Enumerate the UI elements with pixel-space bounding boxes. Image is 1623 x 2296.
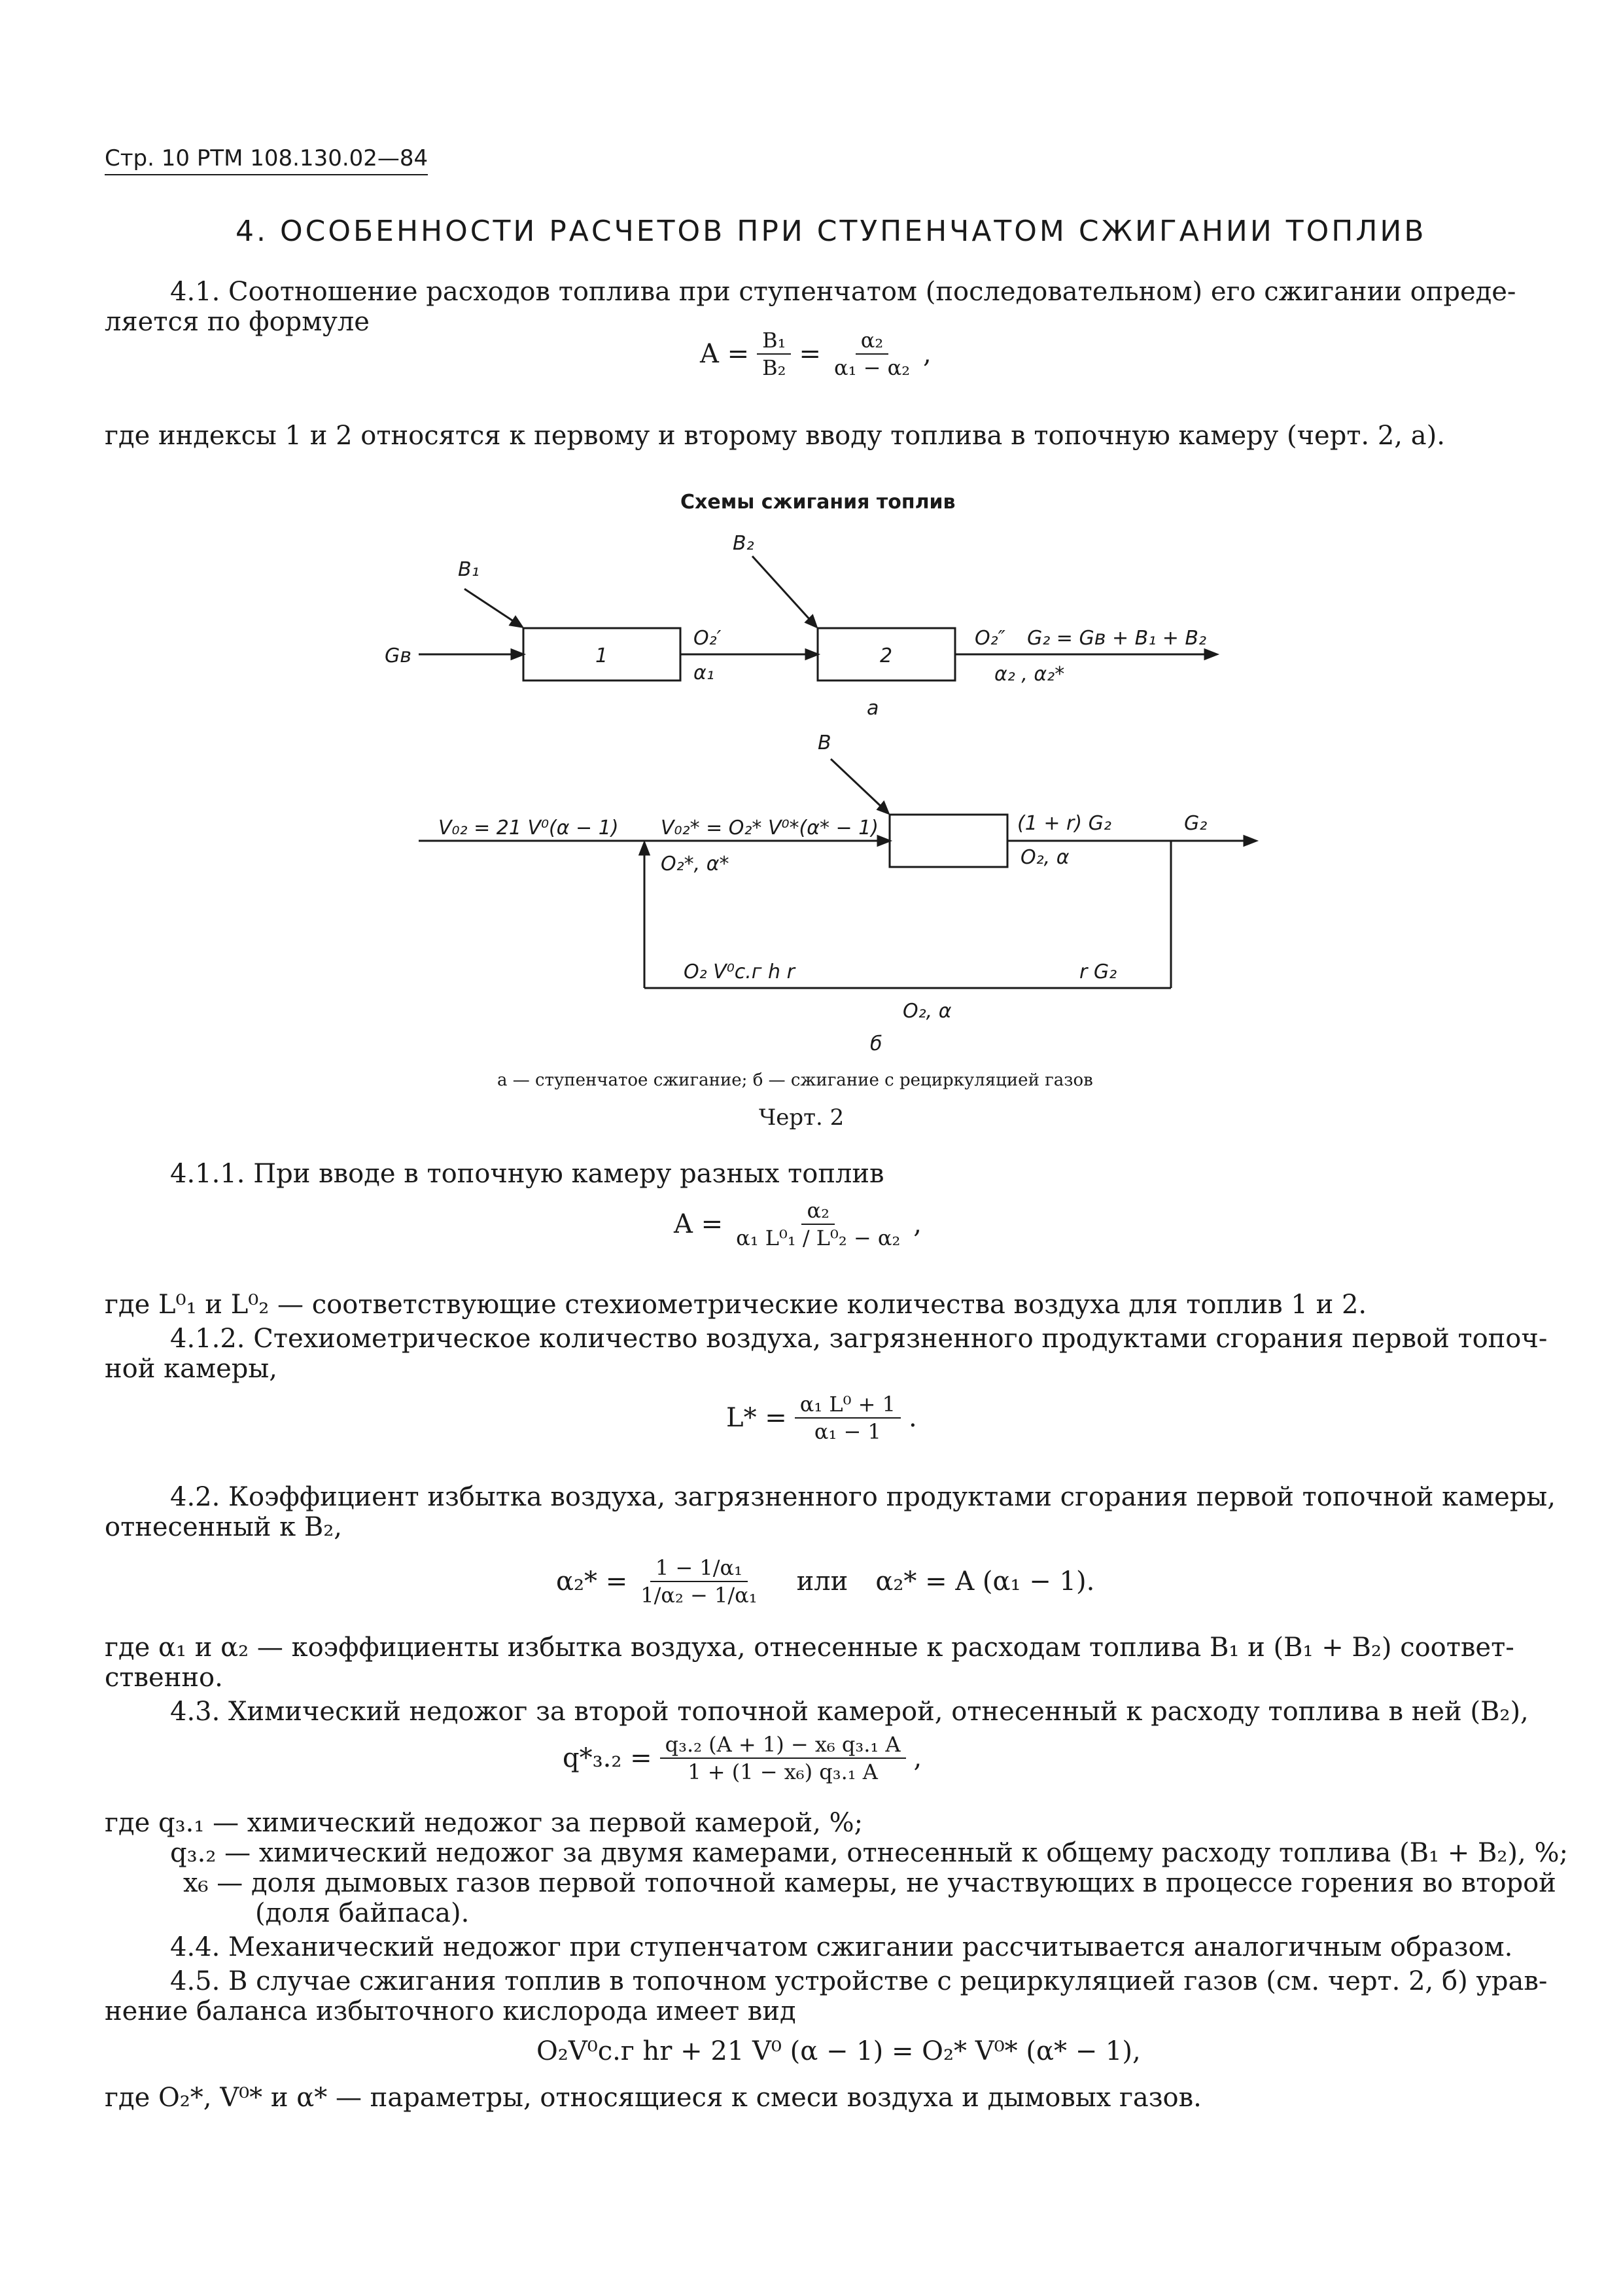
formula-5	[563, 1731, 922, 1785]
formula-4	[556, 1555, 1094, 1608]
header-rule	[105, 174, 428, 175]
page-header-text: Стр. 10 РТМ 108.130.02—84	[105, 145, 428, 171]
p411-where: где L⁰₁ и L⁰₂ — соответствующие стехиометрические количества воздуха для топлив 1 и 2.	[105, 1290, 1367, 1320]
p43-where-line3: x₆ — доля дымовых газов первой топочной камеры, не участвующих в процессе горения во второй	[183, 1868, 1556, 1898]
p44: 4.4. Механический недожог при ступенчатом сжигании рассчитывается аналогичным образом.	[170, 1932, 1513, 1962]
p43-where-line4: (доля байпаса).	[255, 1898, 470, 1928]
f1-num1: B₁	[757, 327, 791, 355]
f4-frac	[635, 1555, 762, 1608]
p43-where-line2: q₃.₂ — химический недожог за двумя камерами, отнесенный к общему расходу топлива (B₁ + B₂), %;	[170, 1838, 1568, 1868]
lbl-a2: α₂ , α₂*	[994, 663, 1065, 686]
lbl-a1: α₁	[693, 662, 714, 684]
page-header	[105, 145, 428, 175]
arrow-out-a	[1205, 650, 1217, 659]
p412-line1: 4.1.2. Стехиометрическое количество воздуха, загрязненного продуктами сгорания первой топоч-	[170, 1324, 1548, 1354]
f3-tail: .	[909, 1403, 917, 1433]
lbl-box2: 2	[880, 645, 893, 667]
lbl-o2a2: O₂, α	[903, 1000, 952, 1023]
f1-den2: α₁ − α₂	[833, 355, 911, 380]
arrow-recirc	[640, 843, 649, 855]
f4-alt: α₂* = A (α₁ − 1).	[875, 1566, 1095, 1597]
f4-num: 1 − 1/α₁	[650, 1555, 748, 1582]
f4-or: или	[796, 1566, 848, 1597]
combustion-diagram	[366, 523, 1269, 1067]
f1-frac1	[757, 327, 791, 381]
arrow-air	[878, 836, 890, 845]
figure-title: Схемы сжигания топлив	[680, 491, 956, 514]
lbl-g2eq: G₂ = Gв + B₁ + B₂	[1027, 627, 1207, 650]
f1-frac2	[829, 327, 915, 381]
lbl-o2v: O₂ V⁰с.г h r	[684, 961, 795, 983]
p45-line1: 4.5. В случае сжигания топлив в топочном устройстве с рециркуляцией газов (см. черт. 2, б) урав-	[170, 1966, 1548, 1996]
lbl-b: B	[818, 732, 831, 754]
p42-line2: отнесенный к B₂,	[105, 1512, 343, 1542]
f2-lhs: A =	[674, 1209, 724, 1239]
formula-6	[536, 2036, 1141, 2066]
p42-where-line2: ственно.	[105, 1663, 223, 1693]
formula-3	[726, 1391, 917, 1445]
lbl-g2: G₂	[1184, 812, 1208, 835]
f5-tail: ,	[913, 1743, 922, 1773]
arrow-1-2	[806, 650, 818, 659]
f1-lhs: A =	[700, 339, 750, 369]
f3-num: α₁ L⁰ + 1	[795, 1391, 901, 1419]
lbl-o2p: O₂′	[693, 627, 722, 650]
p411: 4.1.1. При вводе в топочную камеру разных топлив	[170, 1159, 884, 1189]
lbl-gv: Gв	[385, 645, 411, 667]
p43: 4.3. Химический недожог за второй топочной камерой, отнесенный к расходу топлива в ней (B₂),	[170, 1697, 1529, 1727]
lbl-o2a: O₂, α	[1021, 846, 1070, 869]
f4-den: 1/α₂ − 1/α₁	[640, 1583, 758, 1608]
f6-text: O₂V⁰с.г hr + 21 V⁰ (α − 1) = O₂* V⁰* (α* − 1),	[536, 2036, 1141, 2066]
formula-1	[700, 327, 932, 381]
line-b	[831, 759, 888, 813]
lbl-box1: 1	[595, 645, 608, 667]
f5-lhs: q*₃.₂ =	[563, 1743, 652, 1773]
p41-line2: ляется по формуле	[105, 307, 370, 337]
arrow-b1	[510, 617, 522, 627]
f5-frac	[660, 1731, 906, 1785]
f3-frac	[795, 1391, 901, 1445]
f2-tail: ,	[913, 1209, 922, 1239]
p41-line1: 4.1. Соотношение расходов топлива при ступенчатом (последовательном) его сжигании опреде-	[170, 277, 1516, 307]
p412-line2: ной камеры,	[105, 1354, 277, 1384]
p45-where: где O₂*, V⁰* и α* — параметры, относящиеся к смеси воздуха и дымовых газов.	[105, 2083, 1202, 2113]
lbl-scheme-b: б	[870, 1033, 882, 1055]
f5-den: 1 + (1 − x₆) q₃.₁ A	[688, 1759, 878, 1784]
f1-eq: =	[799, 339, 821, 369]
lbl-rg2: r G₂	[1079, 961, 1117, 983]
f3-lhs: L* =	[726, 1403, 787, 1433]
f3-den: α₁ − 1	[814, 1419, 881, 1444]
p41-where: где индексы 1 и 2 относятся к первому и второму вводу топлива в топочную камеру (черт. 2, а).	[105, 421, 1445, 451]
lbl-scheme-a: а	[867, 697, 879, 720]
formula-2	[674, 1197, 922, 1251]
figure-chert: Черт. 2	[759, 1104, 845, 1131]
lbl-v02: V₀₂ = 21 V⁰(α − 1)	[438, 817, 619, 839]
p42-where-line1: где α₁ и α₂ — коэффициенты избытка воздуха, отнесенные к расходам топлива B₁ и (B₁ + B₂) соответ-	[105, 1633, 1514, 1663]
figure-caption: а — ступенчатое сжигание; б — сжигание с рециркуляцией газов	[497, 1070, 1093, 1090]
f2-num: α₂	[801, 1197, 834, 1225]
section-title: 4. ОСОБЕННОСТИ РАСЧЕТОВ ПРИ СТУПЕНЧАТОМ СЖИГАНИИ ТОПЛИВ	[236, 215, 1427, 248]
box-furnace	[890, 815, 1007, 867]
lbl-o2pp: O₂″	[975, 627, 1005, 650]
p42-line1: 4.2. Коэффициент избытка воздуха, загрязненного продуктами сгорания первой топочной камеры,	[170, 1482, 1556, 1512]
f5-num: q₃.₂ (A + 1) − x₆ q₃.₁ A	[660, 1731, 906, 1759]
f2-den: α₁ L⁰₁ / L⁰₂ − α₂	[736, 1226, 901, 1250]
line-b2	[752, 556, 816, 627]
lbl-b2: B₂	[733, 532, 754, 555]
lbl-b1: B₁	[458, 558, 480, 581]
p45-line2: нение баланса избыточного кислорода имеет вид	[105, 1996, 796, 2026]
arrow-out-b	[1244, 836, 1256, 845]
lbl-rg: (1 + r) G₂	[1017, 812, 1111, 835]
arrow-gv	[512, 650, 523, 659]
lbl-vstar: V₀₂* = O₂* V⁰*(α* − 1)	[661, 817, 879, 839]
p43-where-line1: где q₃.₁ — химический недожог за первой камерой, %;	[105, 1808, 864, 1838]
lbl-o2star: O₂*, α*	[661, 853, 729, 875]
f2-frac	[731, 1197, 905, 1251]
f1-tail: ,	[923, 339, 932, 369]
f1-num2: α₂	[856, 327, 888, 355]
f1-den1: B₂	[762, 355, 786, 380]
f4-lhs: α₂* =	[556, 1566, 628, 1597]
